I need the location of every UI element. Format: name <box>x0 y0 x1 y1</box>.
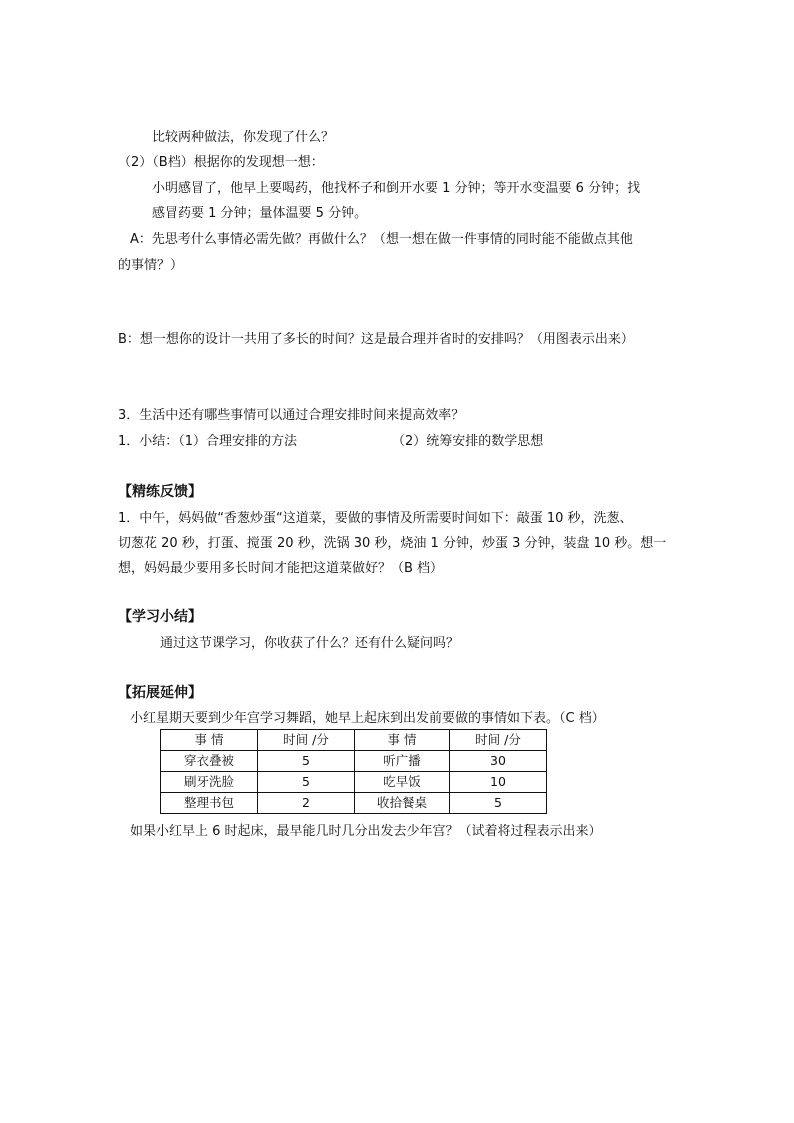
question-3: 3．生活中还有哪些事情可以通过合理安排时间来提高效率？ <box>118 408 465 423</box>
scenario-line-1: 小明感冒了，他早上要喝药，他找杯子和倒开水要 1 分钟；等开水变温要 6 分钟；找 <box>152 181 641 196</box>
summary-point-1: 1．小结：（1）合理安排的方法 <box>118 434 298 449</box>
compare-question: 比较两种做法，你发现了什么？ <box>152 130 335 145</box>
table-cell: 吃早饭 <box>355 772 450 793</box>
extension-intro: 小红星期天要到少年宫学习舞蹈，她早上起床到出发前要做的事情如下表。（C 档） <box>130 711 605 726</box>
question-a-line-1: A：先思考什么事情必需先做？再做什么？（想一想在做一件事情的同时能不能做点其他 <box>130 232 633 247</box>
practice-heading: 【精练反馈】 <box>118 484 202 500</box>
table-cell: 10 <box>450 772 547 793</box>
table-cell: 5 <box>450 793 547 814</box>
table-cell: 整理书包 <box>161 793 258 814</box>
table-cell: 刷牙洗脸 <box>161 772 258 793</box>
table-header: 事 情 <box>355 730 450 751</box>
question-a-line-2: 的事情？） <box>118 258 184 273</box>
table-cell: 2 <box>258 793 355 814</box>
extension-question: 如果小红早上 6 时起床，最早能几时几分出发去少年宫？（试着将过程表示出来） <box>130 824 602 839</box>
part2-heading: （2）（B档）根据你的发现想一想： <box>118 155 324 170</box>
table-row <box>161 793 547 814</box>
table-header: 事 情 <box>161 730 258 751</box>
summary-heading: 【学习小结】 <box>118 609 202 625</box>
table-cell: 30 <box>450 751 547 772</box>
practice-line-2: 切葱花 20 秒，打蛋、搅蛋 20 秒，洗锅 30 秒，烧油 1 分钟，炒蛋 3 分钟，装盘 10 秒。想一 <box>118 536 667 551</box>
table-cell: 穿衣叠被 <box>161 751 258 772</box>
table-row <box>161 751 547 772</box>
table-row <box>161 772 547 793</box>
extension-heading: 【拓展延伸】 <box>118 685 202 701</box>
scenario-line-2: 感冒药要 1 分钟；量体温要 5 分钟。 <box>152 206 368 221</box>
schedule-table <box>160 729 547 814</box>
practice-line-3: 想，妈妈最少要用多长时间才能把这道菜做好？（B 档） <box>118 561 444 576</box>
table-header: 时间 /分 <box>258 730 355 751</box>
table-cell: 收拾餐桌 <box>355 793 450 814</box>
table-cell: 听广播 <box>355 751 450 772</box>
question-b: B：想一想你的设计一共用了多长的时间？这是最合理并省时的安排吗？（用图表示出来） <box>118 332 634 347</box>
summary-text: 通过这节课学习，你收获了什么？还有什么疑问吗？ <box>160 636 460 651</box>
table-header: 时间 /分 <box>450 730 547 751</box>
table-header-row <box>161 730 547 751</box>
table-cell: 5 <box>258 751 355 772</box>
table-cell: 5 <box>258 772 355 793</box>
summary-point-2: （2）统筹安排的数学思想 <box>392 434 544 449</box>
practice-line-1: 1．中午，妈妈做“香葱炒蛋“这道菜，要做的事情及所需要时间如下：敲蛋 10 秒，洗葱、 <box>118 511 633 526</box>
